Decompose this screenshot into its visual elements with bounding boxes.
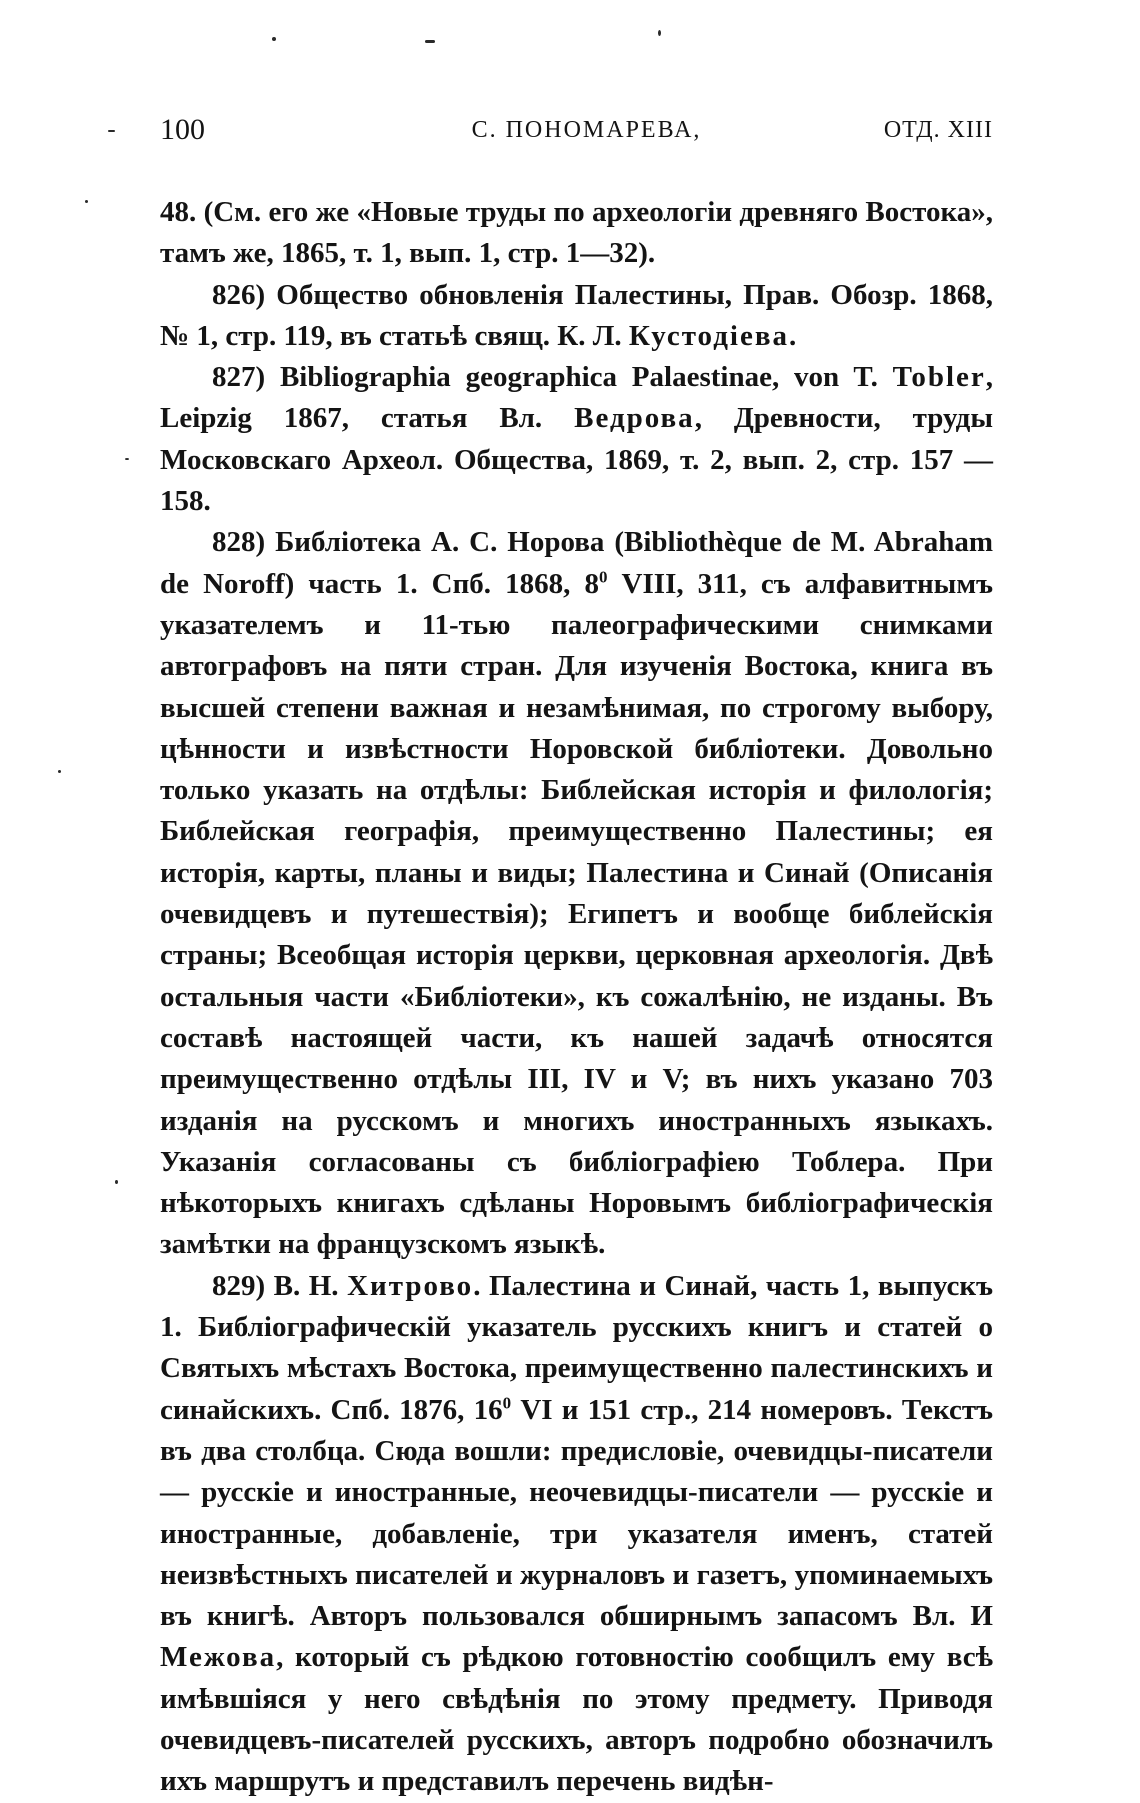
entry-text: VIII, 311, съ алфавитнымъ указателемъ и 11-тью палеографическими снимками автографовъ на пяти стран. Для изученія Востока, книга въ высшей степени важная и незамѣнимая, по строгому выбору, цѣнности и извѣстности Норовской библіотеки. Довольно только указать на отдѣлы: Библейская исторія и филологія; Библейская географія, преимущественно Палестины; ея исторія, карты, планы и виды; Палестина и Синай (Описанія очевидцевъ и путешествія); Египетъ и вообще библейскія страны; Всеобщая исторія церкви, церковная археологія. Двѣ остальныя части «Библіотеки», къ сожалѣнію, не изданы. Въ составѣ настоящей части, къ нашей задачѣ относятся преимущественно отдѣлы III, IV и V; въ нихъ указано 703 изданія на русскомъ и многихъ иностранныхъ языкахъ. Указанія согласованы съ библіографіею Тоблера. При нѣкоторыхъ книгахъ сдѣланы Норовымъ библіографическія замѣтки на французскомъ языкѣ. xyxy=(160,567,993,1261)
entry-text: 48. (См. его же «Новые труды по археологіи древняго Востока», тамъ же, 1865, т. 1, вып. 1, стр. 1—32). xyxy=(160,196,993,270)
entry-text: 827) Bibliographia geographica Palaestinae, von T. xyxy=(212,361,893,394)
entry-text: 828) Библіотека А. С. Норова (Bibliothèque de M. Abraham de Noroff) часть 1. Спб. 1868, 8 xyxy=(160,526,993,600)
running-head-author: С. ПОНОМАРЕВА, xyxy=(471,117,702,143)
entry-text: 829) В. Н. xyxy=(212,1269,348,1302)
running-head xyxy=(160,110,993,150)
scan-speck xyxy=(85,200,88,203)
book-page xyxy=(160,110,993,1803)
entry-author-spaced: Tobler xyxy=(892,361,986,394)
entry-author-spaced: Ведрова xyxy=(574,402,695,435)
entry-826 xyxy=(160,275,993,358)
entry-author-spaced: Хитрово xyxy=(347,1269,474,1302)
entry-827 xyxy=(160,357,993,522)
entry-48-continuation xyxy=(160,192,993,275)
entry-text-tail: . xyxy=(788,319,797,352)
entry-text: , Leipzig 1867, статья Вл. xyxy=(160,361,993,435)
scan-speck xyxy=(58,770,61,773)
entry-author-spaced: Межова xyxy=(160,1641,277,1674)
scan-speck xyxy=(272,37,276,41)
entry-author-spaced: Кустодіева xyxy=(628,319,789,352)
format-degree: 0 xyxy=(598,567,608,587)
entry-829 xyxy=(160,1266,993,1803)
scan-speck xyxy=(425,40,435,43)
entry-828 xyxy=(160,522,993,1265)
entry-text: , Древности, труды Московскаго Археол. Общества, 1869, т. 2, вып. 2, стр. 157 — 158. xyxy=(160,402,993,518)
scan-speck xyxy=(125,458,129,460)
format-degree: 0 xyxy=(502,1392,512,1412)
scan-speck xyxy=(108,130,115,132)
entry-text: 826) Общество обновленія Палестины, Прав. Обозр. 1868, № 1, стр. 119, въ статьѣ свящ. К. Л. xyxy=(160,278,993,352)
scan-speck xyxy=(658,30,661,36)
running-head-section: ОТД. XIII xyxy=(883,117,993,143)
page-number: 100 xyxy=(160,113,205,146)
entry-text: , который съ рѣдкою готовностію сообщилъ ему всѣ имѣвшіяся у него свѣдѣнія по этому предмету. Приводя очевидцевъ-писателей русскихъ, авторъ подробно обозначилъ ихъ маршрутъ и представилъ перечень видѣн- xyxy=(160,1641,993,1798)
entry-text: . Палестина и Синай, часть 1, выпускъ 1. Библіографическій указатель русскихъ книгъ и статей о Святыхъ мѣстахъ Востока, преимущественно палестинскихъ и синайскихъ. Спб. 1876, 16 xyxy=(160,1269,993,1426)
scan-speck xyxy=(115,1180,118,1184)
entry-text: VI и 151 стр., 214 номеровъ. Текстъ въ два столбца. Сюда вошли: предисловіе, очевидцы-писатели — русскіе и иностранные, неочевидцы-писатели — русскіе и иностранные, добавленіе, три указателя именъ, статей неизвѣстныхъ писателей и журналовъ и газетъ, упоминаемыхъ въ книгѣ. Авторъ пользовался обширнымъ запасомъ Вл. И xyxy=(160,1393,993,1633)
